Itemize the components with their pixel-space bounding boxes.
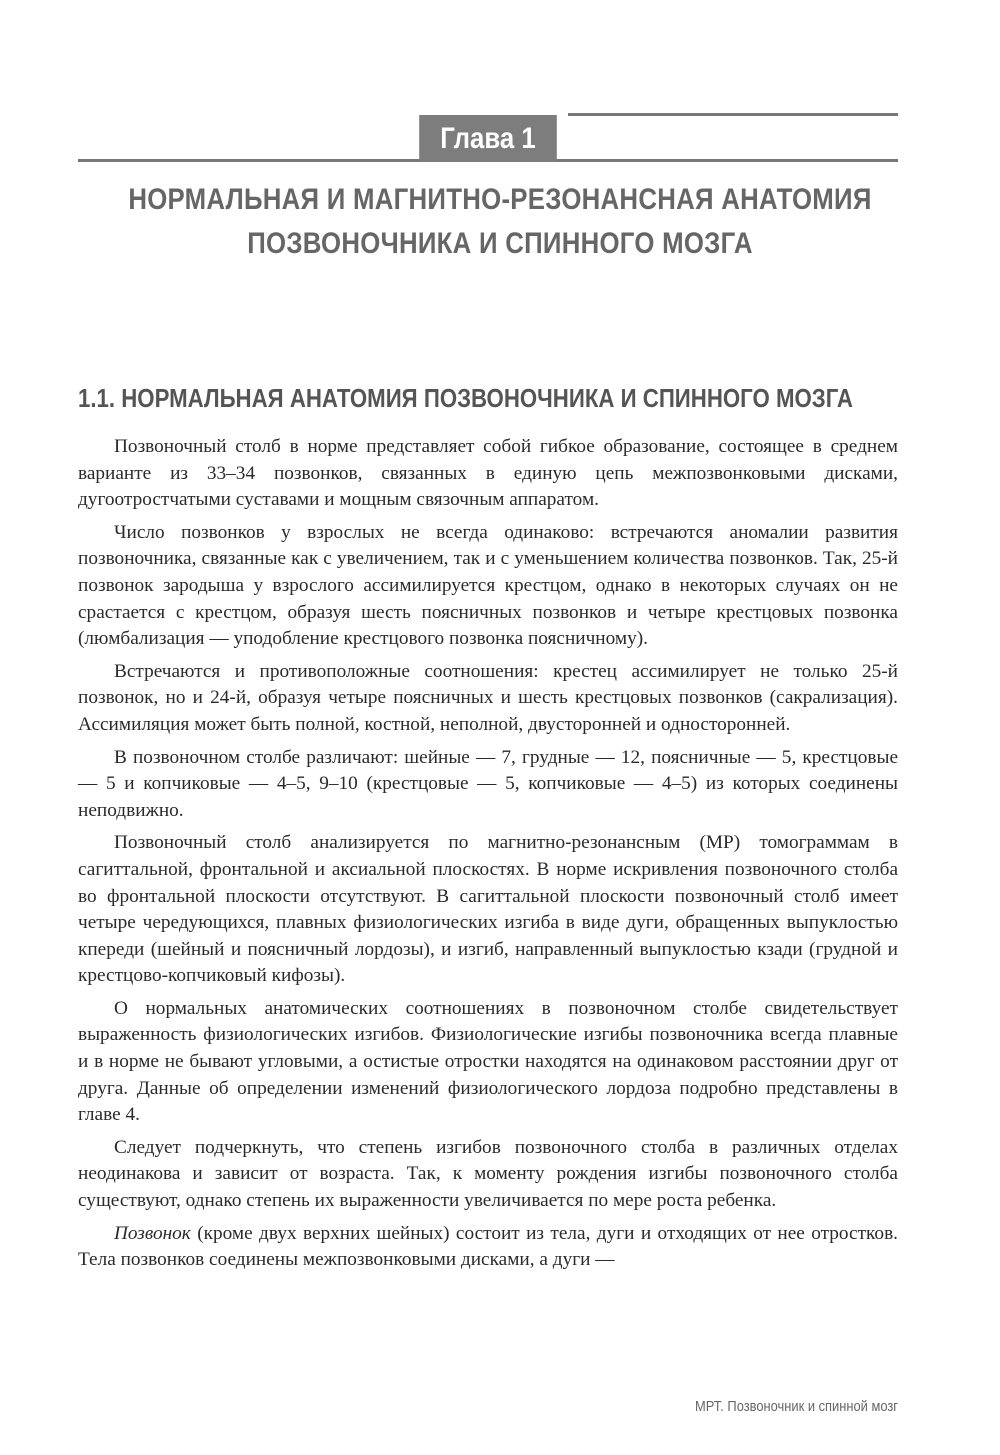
paragraph: Позвоночный столб в норме представляет собой гибкое образование, состоящее в среднем варианте из 33–34 позвонков, связанных в единую цепь межпозвонковыми дисками, дугоотростчатыми суставами и мощным связочным аппаратом. — [78, 436, 898, 511]
chapter-header — [78, 113, 898, 163]
paragraph-last — [78, 1221, 898, 1274]
chapter-title-line-1: НОРМАЛЬНАЯ И МАГНИТНО-РЕЗОНАНСНАЯ АНАТОМИЯ — [128, 183, 872, 216]
chapter-title-line-2: ПОЗВОНОЧНИКА И СПИННОГО МОЗГА — [247, 227, 753, 260]
body-text — [78, 434, 898, 1274]
chapter-rule-top — [568, 113, 898, 116]
section-title: 1.1. НОРМАЛЬНАЯ АНАТОМИЯ ПОЗВОНОЧНИКА И СПИННОГО МОЗГА — [78, 383, 853, 413]
running-footer: МРТ. Позвоночник и спинной мозг — [695, 1398, 898, 1415]
chapter-title — [60, 178, 940, 266]
term-vertebra: Позвонок — [114, 1222, 191, 1244]
paragraph: В позвоночном столбе различают: шейные — 7, грудные — 12, поясничные — 5, крестцовые — 5 и копчиковые — 4–5, 9–10 (крестцовые — 5, копчиковые — 4–5) из которых соединены неподвижно. — [78, 746, 898, 821]
paragraph: Встречаются и противоположные соотношения: крестец ассимилирует не только 25-й позвонок, но и 24-й, образуя четыре поясничных и шесть крестцовых позвонков (сакрализация). Ассимиляция может быть полной, костной, неполной, двусторонней и односторонней. — [78, 660, 898, 735]
paragraph: Позвоночный столб анализируется по магнитно-резонансным (МР) томограммам в сагиттальной, фронтальной и аксиальной плоскостях. В норме искривления позвоночного столба во фронтальной плоскости отсутствуют. В сагиттальной плоскости позвоночный столб имеет четыре чередующихся, плавных физиологических изгиба в виде дуги, обращенных выпуклостью кпереди (шейный и поясничный лордозы), и изгиб, направленный выпуклостью кзади (грудной и крестцово-копчиковый кифозы). — [78, 832, 898, 987]
chapter-label: Глава 1 — [419, 115, 557, 162]
paragraph: Число позвонков у взрослых не всегда одинаково: встречаются аномалии развития позвоночника, связанные как с увеличением, так и с уменьшением количества позвонков. Так, 25-й позвонок зародыша у взрослого ассимилируется крестцом, однако в некоторых случаях он не срастается с крестцом, образуя шесть поясничных позвонков и четыре крестцовых позвонка (люмбализация — уподобление крестцового позвонка поясничному). — [78, 521, 898, 650]
paragraph: Следует подчеркнуть, что степень изгибов позвоночного столба в различных отделах неодинакова и зависит от возраста. Так, к моменту рождения изгибы позвоночного столба существуют, однако степень их выраженности увеличивается по мере роста ребенка. — [78, 1136, 898, 1212]
paragraph-last-text: (кроме двух верхних шейных) состоит из тела, дуги и отходящих от нее отростков. Тела позвонков соединены межпозвонковыми дисками, а дуги — — [78, 1222, 898, 1271]
paragraph: О нормальных анатомических соотношениях в позвоночном столбе свидетельствует выраженность физиологических изгибов. Физиологические изгибы позвоночника всегда плавные и в норме не бывают угловыми, а остистые отростки находятся на одинаковом расстоянии друг от друга. Данные об определении изменений физиологического лордоза подробно представлены в главе 4. — [78, 997, 898, 1126]
